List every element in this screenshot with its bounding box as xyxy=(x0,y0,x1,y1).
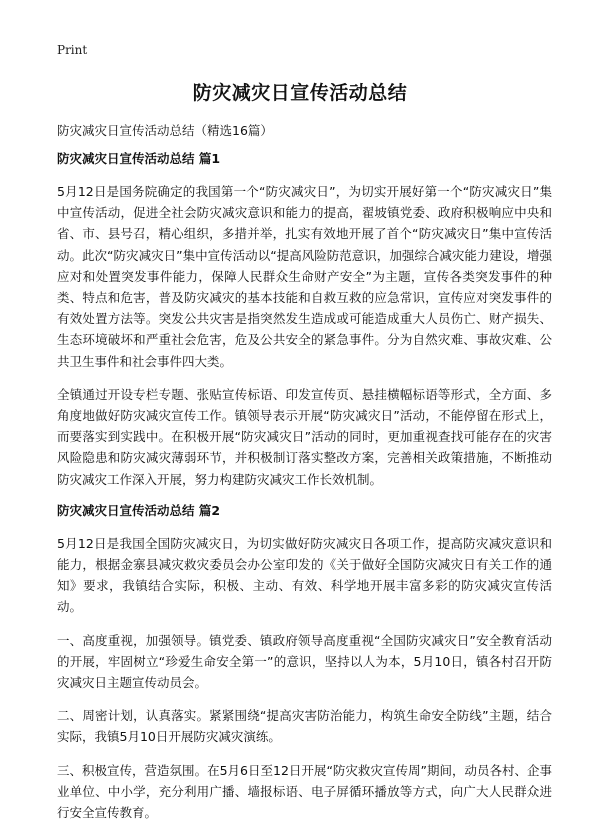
paragraph: 三、积极宣传，营造氛围。在5月6日至12日开展“防灾救灾宣传周”期间，动员各村、企事业单位、中小学，充分利用广播、墙报标语、电子屏循环播放等方式，向广大人民群众进行安全宣传教育。 xyxy=(57,762,552,821)
paragraph: 5月12日是国务院确定的我国第一个“防灾减灾日”，为切实开展好第一个“防灾减灾日”集中宣传活动，促进全社会防灾减灾意识和能力的提高，翟坡镇党委、政府积极响应中央和省、市、县号召，精心组织，多措并举，扎实有效地开展了首个“防灾减灾日”集中宣传活动。此次“防灾减灾日”集中宣传活动以“提高风险防范意识，加强综合减灾能力建设，增强应对和处置突发事件能力，保障人民群众生命财产安全”为主题，宣传各类突发事件的种类、特点和危害，普及防灾减灾的基本技能和自救互救的应急常识，宣传应对突发事件的有效处置方法等。突发公共灾害是指突然发生造成或可能造成重大人员伤亡、财产损失、生态环境破坏和严重社会危害，危及公共安全的紧急事件。分为自然灾难、事故灾难、公共卫生事件和社会事件四大类。 xyxy=(57,184,552,369)
paragraph: 5月12日是我国全国防灾减灾日，为切实做好防灾减灾日各项工作，提高防灾减灾意识和能力，根据金寨县减灾救灾委员会办公室印发的《关于做好全国防灾减灾日有关工作的通知》要求，我镇结合实际，积极、主动、有效、科学地开展丰富多彩的防灾减灾宣传活动。 xyxy=(57,535,552,615)
page-title: 防灾减灾日宣传活动总结 xyxy=(192,82,408,104)
article-body xyxy=(57,150,552,835)
section-heading-2: 防灾减灾日宣传活动总结 篇2 xyxy=(57,502,221,518)
paragraph: 一、高度重视，加强领导。镇党委、镇政府领导高度重视“全国防灾减灾日”安全教育活动的开展，牢固树立“珍爱生命安全第一”的意识，坚持以人为本，5月10日，镇各村召开防灾减灾日主题宣传动员会。 xyxy=(57,632,552,691)
page-subtitle: 防灾减灾日宣传活动总结（精选16篇） xyxy=(57,123,273,138)
paragraph: 二、周密计划，认真落实。紧紧围绕“提高灾害防治能力，构筑生命安全防线”主题，结合实际，我镇5月10日开展防灾减灾演练。 xyxy=(57,708,552,745)
section-heading-1: 防灾减灾日宣传活动总结 篇1 xyxy=(57,151,221,166)
paragraph: 全镇通过开设专栏专题、张贴宣传标语、印发宣传页、悬挂横幅标语等形式，全方面、多角度地做好防灾减灾宣传工作。镇领导表示开展“防灾减灾日”活动，不能停留在形式上，而要落实到实践中。在积极开展“防灾减灾日”活动的同时，更加重视查找可能存在的灾害风险隐患和防灾减灾薄弱环节，并积极制订落实整改方案，完善相关政策措施，不断推动防灾减灾工作深入开展，努力构建防灾减灾工作长效机制。 xyxy=(57,386,552,487)
print-link[interactable]: Print xyxy=(57,43,88,57)
